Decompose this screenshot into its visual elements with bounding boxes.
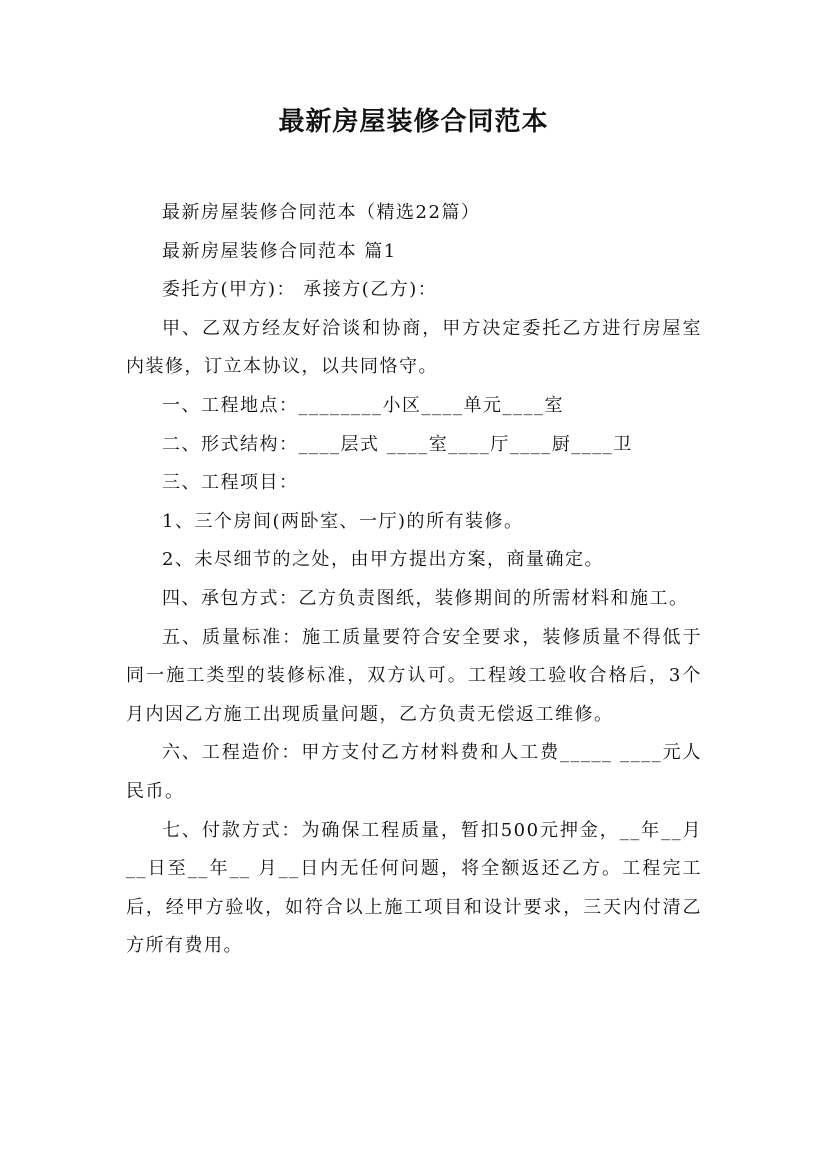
paragraph-subtitle: 最新房屋装修合同范本（精选22篇） bbox=[162, 202, 481, 223]
paragraph-clause-structure: 二、形式结构：____层式 ____室____厅____厨____卫 bbox=[162, 433, 633, 455]
paragraph-clause-location: 一、工程地点：________小区____单元____室 bbox=[162, 394, 564, 416]
paragraph-preamble: 甲、乙双方经友好洽谈和协商，甲方决定委托乙方进行房屋室内装修，订立本协议，以共同恪守。 bbox=[126, 317, 702, 378]
paragraph-item-1: 1、三个房间(两卧室、一厅)的所有装修。 bbox=[162, 510, 524, 532]
paragraph-clause-cost: 六、工程造价：甲方支付乙方材料费和人工费_____ ____元人民币。 bbox=[126, 742, 702, 802]
paragraph-clause-items: 三、工程项目： bbox=[162, 472, 299, 494]
document-title: 最新房屋装修合同范本 bbox=[278, 107, 549, 137]
paragraph-article-heading: 最新房屋装修合同范本 篇1 bbox=[162, 240, 397, 262]
paragraph-clause-contracting: 四、承包方式：乙方负责图纸，装修期间的所需材料和施工。 bbox=[162, 587, 689, 609]
document-body bbox=[126, 194, 702, 966]
paragraph-parties: 委托方(甲方)： 承接方(乙方)： bbox=[162, 279, 438, 301]
paragraph-clause-quality: 五、质量标准：施工质量要符合安全要求，装修质量不得低于同一施工类型的装修标准，双方认可。工程竣工验收合格后，3个月内因乙方施工出现质量问题，乙方负责无偿返工维修。 bbox=[126, 626, 702, 725]
paragraph-item-2: 2、未尽细节的之处，由甲方提出方案，商量确定。 bbox=[162, 549, 604, 571]
paragraph-clause-payment: 七、付款方式：为确保工程质量，暂扣500元押金，__年__月__日至__年__ 月__日内无任何问题，将全额返还乙方。工程完工后，经甲方验收，如符合以上施工项目和设计要求，三天内付清乙方所有费用。 bbox=[126, 819, 702, 957]
